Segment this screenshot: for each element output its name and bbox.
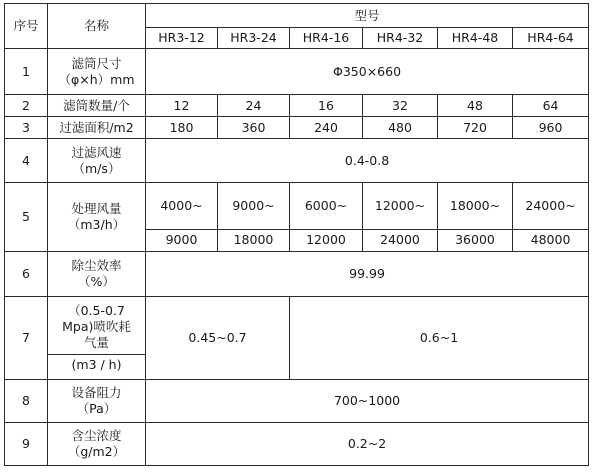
row-cell: 480 — [363, 117, 438, 139]
row-value: 99.99 — [146, 252, 589, 297]
row-cell-top: 4000~ — [146, 183, 218, 230]
model-hr4-16: HR4-16 — [290, 28, 363, 49]
row-value: 700~1000 — [146, 380, 589, 423]
header-model: 型号 — [146, 4, 589, 28]
row-cell-top: 6000~ — [290, 183, 363, 230]
model-hr3-12: HR3-12 — [146, 28, 218, 49]
row-seq: 9 — [5, 423, 48, 466]
row-cell-bottom: 24000 — [363, 229, 438, 251]
row-name: 滤筒数量/个 — [48, 95, 146, 117]
row-seq: 3 — [5, 117, 48, 139]
row-value: 0.2~2 — [146, 423, 589, 466]
row-seq: 4 — [5, 139, 48, 183]
spec-table-wrapper — [4, 3, 589, 466]
row-name-line: 过滤风速 — [71, 144, 122, 160]
row-name-line: （m3/h） — [67, 217, 126, 232]
row-name-upper — [48, 301, 145, 355]
row-name-line: (m3 / h) — [71, 357, 122, 372]
row-name-line: （%） — [78, 274, 115, 289]
table-row — [5, 139, 589, 183]
row-cell-top: 24000~ — [513, 183, 589, 230]
model-hr4-32: HR4-32 — [363, 28, 438, 49]
row-cell: 960 — [513, 117, 589, 139]
table-row — [5, 252, 589, 297]
model-hr3-24: HR3-24 — [218, 28, 290, 49]
row-cell-bottom: 48000 — [513, 229, 589, 251]
row-cell-bottom: 9000 — [146, 229, 218, 251]
row-name: 过滤面积/m2 — [48, 117, 146, 139]
header-seq: 序号 — [5, 4, 48, 49]
row-seq: 2 — [5, 95, 48, 117]
header-row-1 — [5, 4, 589, 28]
row-cell-bottom: 12000 — [290, 229, 363, 251]
spec-table — [4, 3, 589, 466]
row-cell: 48 — [438, 95, 513, 117]
row-value-a: 0.45~0.7 — [146, 297, 290, 380]
model-hr4-48: HR4-48 — [438, 28, 513, 49]
table-row — [5, 49, 589, 95]
row-cell: 64 — [513, 95, 589, 117]
table-row — [5, 117, 589, 139]
row-name — [48, 297, 146, 380]
row-name-line: 滤筒尺寸 — [71, 55, 122, 71]
row-name — [48, 380, 146, 423]
row-seq: 7 — [5, 297, 48, 380]
row-cell: 12 — [146, 95, 218, 117]
row-name-line: 除尘效率 — [71, 258, 122, 273]
row-value: Φ350×660 — [146, 49, 589, 95]
table-row — [5, 95, 589, 117]
row-seq: 8 — [5, 380, 48, 423]
row-name — [48, 423, 146, 466]
table-row — [5, 183, 589, 230]
row-cell: 240 — [290, 117, 363, 139]
row-name — [48, 252, 146, 297]
row-name-line: （Pa） — [76, 401, 117, 416]
row-value: 0.4-0.8 — [146, 139, 589, 183]
row-cell-top: 18000~ — [438, 183, 513, 230]
row-name-line: 含尘浓度 — [71, 428, 122, 443]
row-cell-top: 12000~ — [363, 183, 438, 230]
row-cell: 16 — [290, 95, 363, 117]
row-seq: 1 — [5, 49, 48, 95]
row-name — [48, 139, 146, 183]
row-name-line: （g/m2） — [67, 444, 126, 459]
row-name-line: （m/s） — [72, 160, 121, 176]
table-row — [5, 380, 589, 423]
row-name-line: （φ×h）mm — [58, 71, 135, 87]
row-cell: 180 — [146, 117, 218, 139]
row-name — [48, 49, 146, 95]
row-cell: 360 — [218, 117, 290, 139]
model-hr4-64: HR4-64 — [513, 28, 589, 49]
row-cell: 24 — [218, 95, 290, 117]
table-row — [5, 423, 589, 466]
row-seq: 6 — [5, 252, 48, 297]
row-name-line: （0.5-0.7 — [68, 303, 125, 318]
row-cell: 32 — [363, 95, 438, 117]
row-name-line: 气量 — [83, 335, 109, 350]
table-row — [5, 297, 589, 380]
header-name: 名称 — [48, 4, 146, 49]
row-name-line: 处理风量 — [71, 201, 122, 216]
row-value-b: 0.6~1 — [290, 297, 589, 380]
row-cell-bottom: 18000 — [218, 229, 290, 251]
row-name — [48, 183, 146, 252]
row-cell-top: 9000~ — [218, 183, 290, 230]
row-cell-bottom: 36000 — [438, 229, 513, 251]
row-cell: 720 — [438, 117, 513, 139]
row-name-line: Mpa)喷吹耗 — [62, 319, 131, 334]
row-seq: 5 — [5, 183, 48, 252]
row-name-line: 设备阻力 — [71, 385, 122, 400]
